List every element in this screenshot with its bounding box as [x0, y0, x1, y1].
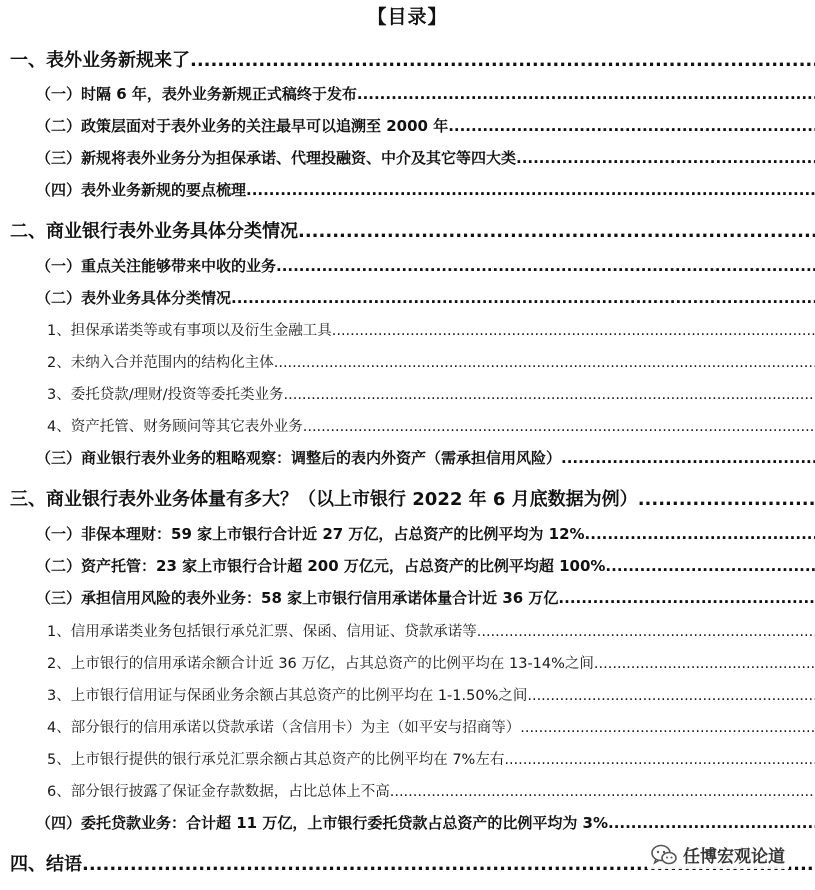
- dot-leader: [276, 257, 815, 275]
- dot-leader: [608, 814, 815, 832]
- dot-leader: [303, 419, 815, 435]
- toc-entry-2-2-3[interactable]: [0, 383, 815, 404]
- toc-entry-1-2[interactable]: [0, 115, 815, 136]
- dot-leader: [274, 355, 815, 371]
- toc-entry-3-4[interactable]: [0, 812, 815, 833]
- dot-leader: [516, 149, 815, 167]
- toc-entry-section-2[interactable]: [0, 217, 815, 243]
- toc-entry-text: （四）表外业务新规的要点梳理: [36, 181, 247, 199]
- dot-leader: [332, 323, 815, 339]
- toc-entry-text: （二）资产托管：23 家上市银行合计超 200 万亿元，占总资产的比例平均超 100%: [36, 557, 606, 575]
- toc-entry-2-1[interactable]: [0, 255, 815, 276]
- toc-entry-text: （三）承担信用风险的表外业务：58 家上市银行信用承诺体量合计近 36 万亿: [36, 589, 559, 607]
- toc-entry-3-3[interactable]: [0, 587, 815, 608]
- dot-leader: [357, 85, 815, 103]
- dot-leader: [638, 489, 815, 510]
- watermark-text: 任博宏观论道: [683, 847, 785, 867]
- toc-entry-1-1[interactable]: [0, 83, 815, 104]
- toc-entry-text: （一）非保本理财：59 家上市银行合计近 27 万亿，占总资产的比例平均为 12%: [36, 525, 585, 543]
- toc-entry-text: 1、担保承诺类等或有事项以及衍生金融工具: [47, 323, 332, 339]
- watermark: [647, 840, 789, 869]
- toc-entry-3-3-5[interactable]: [0, 748, 815, 769]
- toc-entry-3-3-6[interactable]: [0, 780, 815, 801]
- dot-leader: [594, 656, 815, 672]
- dot-leader: [231, 289, 815, 307]
- toc-entry-3-3-1[interactable]: [0, 620, 815, 641]
- toc-entry-text: 6、部分银行披露了保证金存款数据，占比总体上不高: [47, 784, 390, 800]
- dot-leader: [585, 525, 815, 543]
- toc-title: 【目录】: [367, 6, 448, 28]
- toc-entry-text: 四、结语: [10, 854, 82, 875]
- dot-leader: [390, 784, 815, 800]
- toc-entry-text: 2、上市银行的信用承诺余额合计近 36 万亿，占其总资产的比例平均在 13-14%之间: [47, 656, 594, 672]
- dot-leader: [558, 589, 815, 607]
- toc-entry-text: （四）委托贷款业务：合计超 11 万亿，上市银行委托贷款占总资产的比例平均为 3%: [36, 814, 609, 832]
- toc-entry-3-1[interactable]: [0, 523, 815, 544]
- toc-entry-text: 3、上市银行信用证与保函业务余额占其总资产的比例平均在 1-1.50%之间: [47, 688, 528, 704]
- toc-entry-1-3[interactable]: [0, 147, 815, 168]
- toc-entry-1-4[interactable]: [0, 179, 815, 200]
- toc-entry-text: 二、商业银行表外业务具体分类情况: [10, 221, 298, 242]
- toc-entry-3-2[interactable]: [0, 555, 815, 576]
- dot-leader: [520, 720, 815, 736]
- toc-entry-3-3-2[interactable]: [0, 652, 815, 673]
- toc-entry-text: 5、上市银行提供的银行承兑汇票余额占其总资产的比例平均在 7%左右: [47, 752, 505, 768]
- dot-leader: [527, 688, 815, 704]
- dot-leader: [477, 624, 815, 640]
- wechat-icon: [651, 844, 677, 866]
- toc-entry-section-3[interactable]: [0, 485, 815, 511]
- dot-leader: [284, 387, 815, 403]
- toc-entry-2-2[interactable]: [0, 287, 815, 308]
- dot-leader: [298, 221, 815, 242]
- dot-leader: [561, 449, 815, 467]
- toc-entry-text: （三）新规将表外业务分为担保承诺、代理投融资、中介及其它等四大类: [36, 149, 517, 167]
- toc-entry-3-3-4[interactable]: [0, 716, 815, 737]
- dot-leader: [448, 117, 815, 135]
- toc-entry-2-2-1[interactable]: [0, 319, 815, 340]
- toc-entry-text: 1、信用承诺类业务包括银行承兑汇票、保函、信用证、贷款承诺等: [47, 624, 477, 640]
- toc-entry-text: 3、委托贷款/理财/投资等委托类业务: [47, 387, 284, 403]
- toc-entry-3-3-3[interactable]: [0, 684, 815, 705]
- toc-entry-text: （二）表外业务具体分类情况: [36, 289, 232, 307]
- toc-entry-text: 一、表外业务新规来了: [10, 50, 190, 71]
- toc-entry-2-2-4[interactable]: [0, 415, 815, 436]
- toc-entry-text: （一）重点关注能够带来中收的业务: [36, 257, 277, 275]
- toc-entry-text: 4、部分银行的信用承诺以贷款承诺（含信用卡）为主（如平安与招商等）: [47, 720, 521, 736]
- dot-leader: [190, 50, 815, 71]
- dot-leader: [605, 557, 815, 575]
- toc-entry-2-2-2[interactable]: [0, 351, 815, 372]
- toc-entry-text: （一）时隔 6 年，表外业务新规正式稿终于发布: [36, 85, 357, 103]
- toc-entry-text: 2、未纳入合并范围内的结构化主体: [47, 355, 274, 371]
- dot-leader: [246, 181, 815, 199]
- toc-entry-section-1[interactable]: [0, 46, 815, 72]
- dot-leader: [504, 752, 815, 768]
- toc-entry-text: 4、资产托管、财务顾问等其它表外业务: [47, 419, 303, 435]
- toc-entry-text: 三、商业银行表外业务体量有多大？（以上市银行 2022 年 6 月底数据为例）: [10, 489, 638, 510]
- toc-entry-text: （三）商业银行表外业务的粗略观察：调整后的表内外资产（需承担信用风险）: [36, 449, 562, 467]
- toc-entry-2-3[interactable]: [0, 447, 815, 468]
- toc-entry-text: （二）政策层面对于表外业务的关注最早可以追溯至 2000 年: [36, 117, 449, 135]
